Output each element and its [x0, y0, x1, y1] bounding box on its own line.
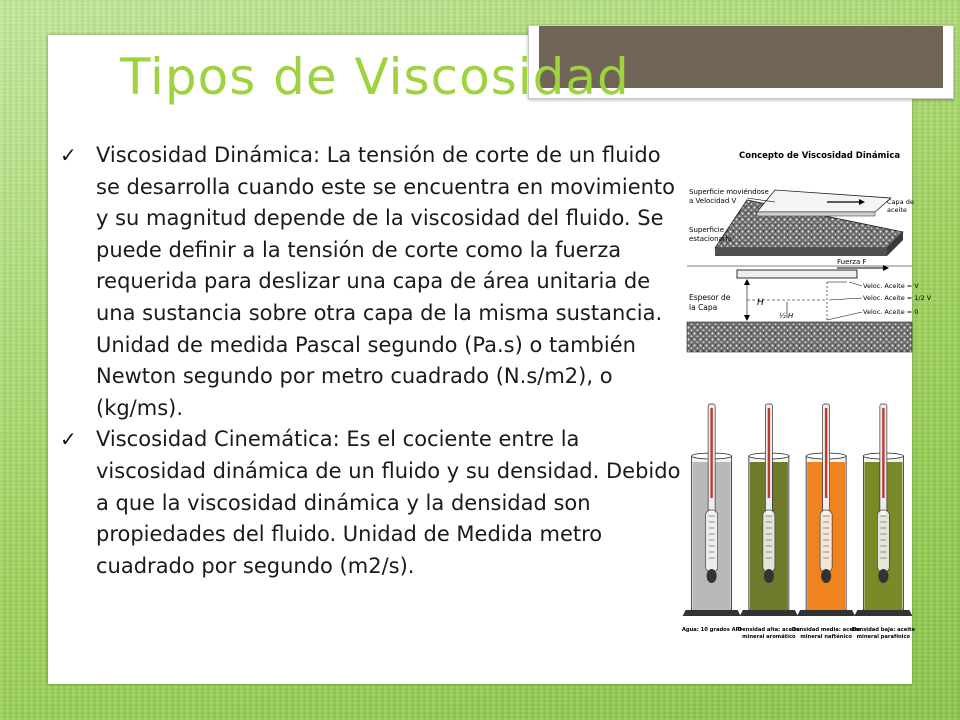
label-layer-2: aceite — [887, 206, 907, 214]
height-arrow-up — [744, 279, 750, 285]
caption-line2: mineral nafténico — [800, 634, 852, 640]
hydrometer-weight — [764, 569, 774, 583]
hydrometer-weight — [821, 569, 831, 583]
viscosity-cylinders-figure — [681, 398, 916, 652]
caption-line1: Densidad alta: aceite — [737, 627, 800, 633]
caption-line1: Densidad media: aceite — [791, 627, 861, 633]
label-v1: Veloc. Aceite = V — [863, 282, 919, 290]
hydrometer-bulb — [706, 510, 718, 572]
moving-plate — [757, 190, 891, 212]
label-h: H — [757, 298, 764, 308]
label-v2: Veloc. Aceite = 1/2 V — [863, 294, 932, 302]
caption-line1: Agua: 10 grados API — [681, 627, 742, 633]
caption-line2: mineral aromático — [742, 634, 796, 640]
moving-plate-edge — [757, 212, 875, 216]
label-static-2: estacionaria — [689, 235, 732, 243]
label-v3: Veloc. Aceite = 0 — [863, 308, 919, 316]
hydrometer-scale — [768, 408, 770, 498]
label-moving-2: a Velocidad V — [689, 197, 737, 205]
slide-title: Tipos de Viscosidad — [120, 48, 630, 106]
bullet-item-dynamic-viscosity — [60, 140, 685, 424]
hydrometer-weight — [878, 569, 888, 583]
cylinder-base — [740, 610, 798, 616]
hydrometer-scale — [710, 408, 712, 498]
caption-line1: Densidad baja: aceite — [851, 627, 916, 633]
dynamic-viscosity-diagram — [687, 140, 932, 358]
stationary-surface-side — [715, 248, 887, 256]
leader-v3 — [827, 312, 862, 320]
cylinder-base — [854, 610, 912, 616]
diagram-title: Concepto de Viscosidad Dinámica — [739, 151, 901, 161]
label-force: Fuerza F — [837, 258, 867, 266]
label-half-h: ½ H — [779, 312, 794, 320]
label-moving-1: Superficie moviéndose — [689, 188, 769, 196]
dynamic-viscosity-svg — [687, 140, 932, 358]
label-thickness-2: la Capa — [689, 303, 718, 312]
label-static-1: Superficie — [689, 226, 725, 234]
leader-v1 — [849, 282, 862, 286]
leader-v2 — [829, 298, 862, 300]
hydrometer-weight — [707, 569, 717, 583]
cylinders-svg — [681, 398, 916, 652]
checkmark-icon: ✓ — [60, 427, 77, 452]
cylinder-base — [683, 610, 741, 616]
bullet-text: Viscosidad Dinámica: La tensión de corte de un fluido se desarrolla cuando este se encuentra en movimiento y su magnitud depende de la viscosidad del fluido. Se puede definir a la tensión de corte como la fuerza requerida para deslizar una capa de área unitaria de una sustancia sobre otra capa de la misma sustancia. Unidad de medida Pascal segundo (Pa.s) o también Newton segundo por metro cuadrado (N.s/m2), o (kg/ms). — [96, 143, 676, 420]
hydrometer-scale — [825, 408, 827, 498]
hydrometer-scale — [882, 408, 884, 498]
hydrometer-bulb — [877, 510, 889, 572]
height-arrow-down — [744, 315, 750, 321]
checkmark-icon: ✓ — [60, 143, 77, 167]
stationary-surface-profile — [687, 322, 912, 352]
cylinder-base — [797, 610, 855, 616]
hydrometer-bulb — [820, 510, 832, 572]
moving-plate-profile — [737, 270, 857, 278]
caption-line2: mineral parafínico — [856, 634, 911, 640]
bullet-item-kinematic-viscosity — [60, 424, 685, 582]
hydrometer-bulb — [763, 510, 775, 572]
bullet-text: Viscosidad Cinemática: Es el cociente entre la viscosidad dinámica de un fluido y su densidad. Debido a que la viscosidad dinámica y la densidad son propiedades del fluido. Unidad de Medida metro cuadrado por segundo (m2/s). — [96, 427, 681, 578]
label-layer-1: Capa de — [887, 198, 914, 206]
label-thickness-1: Espesor de — [689, 293, 731, 302]
bullet-list — [60, 140, 685, 582]
